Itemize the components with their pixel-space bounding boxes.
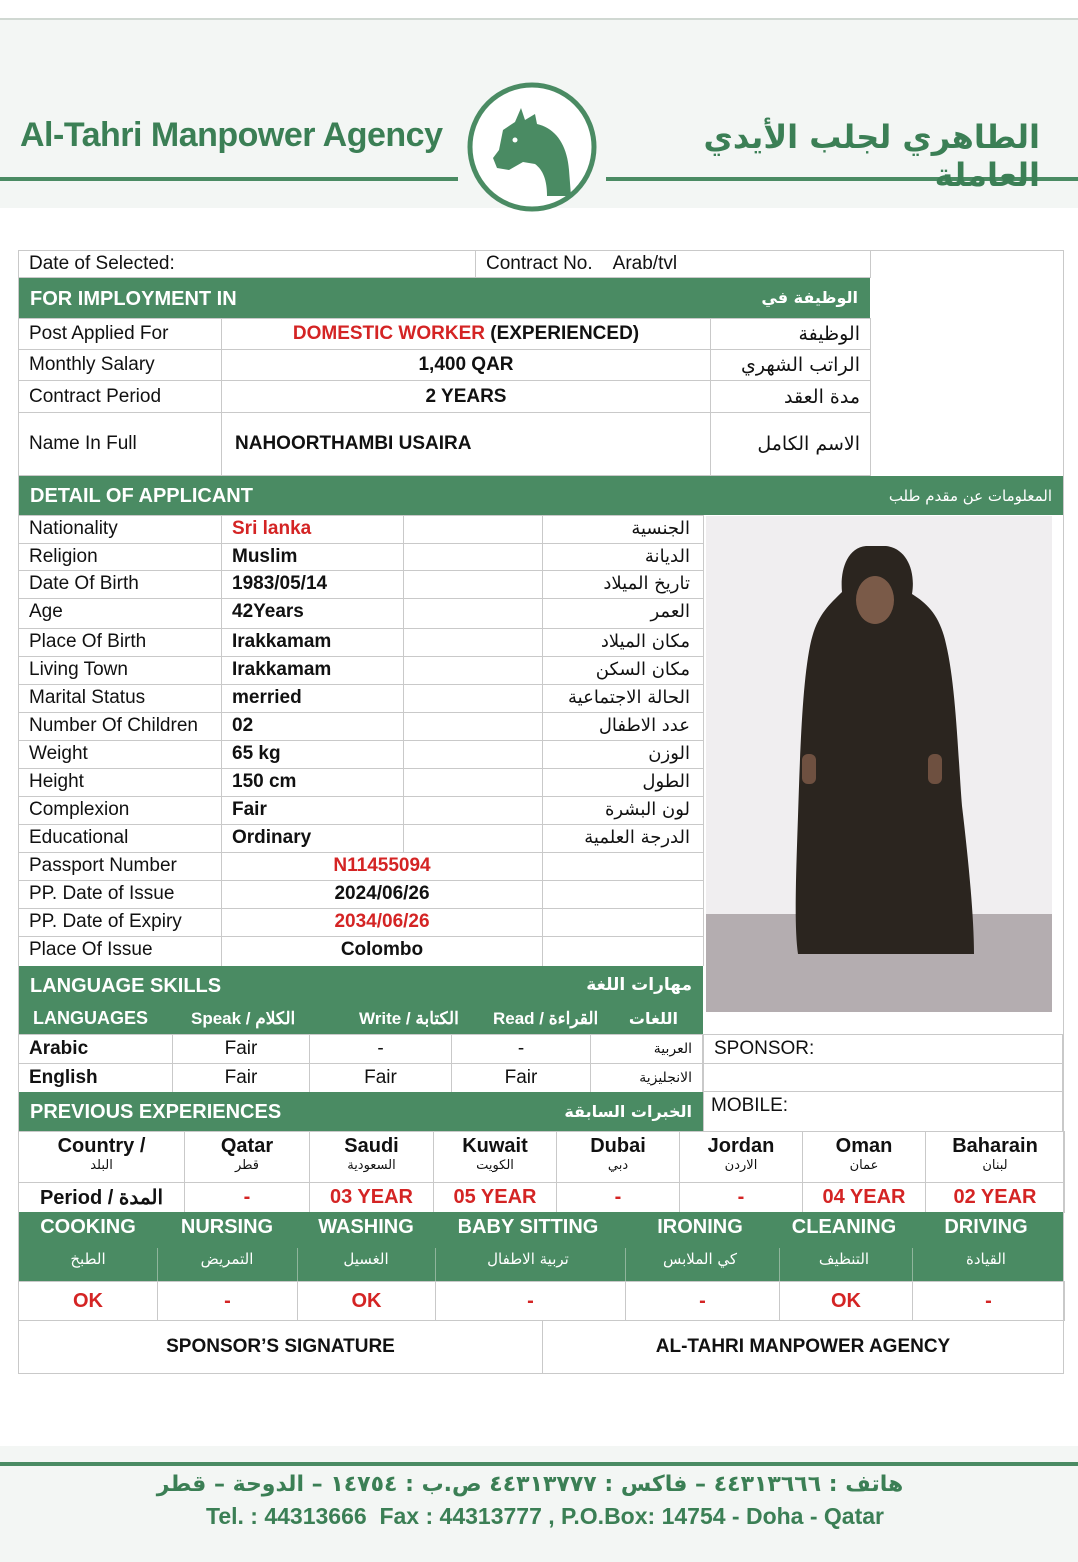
- applicant-ar: الديانة: [644, 546, 690, 567]
- applicant-ar: عدد الاطفال: [598, 715, 690, 736]
- contract-cell: [475, 250, 871, 278]
- exp-period-cell: [433, 1182, 557, 1213]
- skill-divider: [625, 1248, 626, 1282]
- contract-period-label: Contract Period: [29, 385, 162, 407]
- fullname-ar-cell: [710, 412, 871, 476]
- post-label: Post Applied For: [29, 323, 169, 344]
- exp-period: -: [737, 1186, 745, 1208]
- exp-country-en: Saudi: [344, 1135, 399, 1157]
- header-rule-left: [0, 177, 458, 181]
- skill-value-cell: [297, 1281, 436, 1321]
- applicant-label: Living Town: [29, 659, 128, 680]
- lang-read: -: [517, 1038, 525, 1059]
- agency-name-ar: الطاهري لجلب الأيدي العاملة: [703, 118, 1040, 194]
- lang-cell: [309, 1063, 452, 1093]
- fullname-label-cell: [18, 412, 222, 476]
- lang-col-ar: اللغات: [628, 1009, 678, 1028]
- lang-cell: [309, 1034, 452, 1064]
- lang-ar: الانجليزية: [639, 1070, 692, 1086]
- lang-write: Fair: [364, 1067, 397, 1088]
- exp-period: 03 YEAR: [329, 1186, 413, 1208]
- exp-period-cell: [556, 1182, 680, 1213]
- applicant-row-line: [19, 740, 703, 741]
- skill-value: -: [699, 1289, 706, 1312]
- salary-value: 1,400 QAR: [418, 354, 514, 375]
- applicant-ar: مكان الميلاد: [600, 631, 690, 652]
- skill-en: DRIVING: [944, 1216, 1028, 1238]
- skill-value-cell: [18, 1281, 158, 1321]
- applicant-value: Irakkamam: [232, 659, 332, 680]
- applicant-label: Religion: [29, 546, 98, 567]
- exp-country-ar: الاردن: [724, 1158, 758, 1173]
- skill-value-cell: [779, 1281, 913, 1321]
- date-selected-cell: [18, 250, 476, 278]
- agency-signature-cell: [542, 1320, 1064, 1374]
- applicant-row-line: [19, 628, 703, 629]
- skill-ar: تربية الاطفال: [487, 1250, 569, 1268]
- applicant-value: merried: [232, 687, 302, 708]
- applicant-ar: الحالة الاجتماعية: [568, 687, 690, 708]
- applicant-value: 02: [232, 715, 254, 736]
- lang-col-speak: Speak / الكلام: [191, 1009, 296, 1028]
- applicant-label: Date Of Birth: [29, 573, 139, 594]
- exp-country-en: Qatar: [220, 1135, 274, 1157]
- employment-title-en: FOR IMPLOYMENT IN: [30, 288, 237, 310]
- skill-divider: [157, 1248, 158, 1282]
- sponsor-blank-cell: [703, 1063, 1063, 1092]
- exp-country-cell: [18, 1131, 185, 1183]
- salary-ar: الراتب الشهري: [741, 354, 860, 376]
- exp-country-cell: [802, 1131, 926, 1183]
- applicant-label: Place Of Birth: [29, 631, 147, 652]
- exp-country-ar: عمان: [849, 1158, 879, 1173]
- post-value: (EXPERIENCED): [484, 323, 640, 344]
- exp-country-ar: البلد: [90, 1158, 113, 1173]
- skill-ar: الطبخ: [70, 1250, 106, 1268]
- applicant-label: Complexion: [29, 799, 130, 820]
- lang-cell: [451, 1063, 591, 1093]
- date-selected-label: Date of Selected:: [29, 253, 175, 274]
- skill-value: OK: [831, 1289, 861, 1312]
- lang-ar: العربية: [653, 1041, 692, 1057]
- language-title-ar: مهارات اللغة: [586, 975, 692, 995]
- applicant-row-line: [19, 570, 703, 571]
- horse-logo: [463, 78, 601, 216]
- lang-speak: Fair: [224, 1067, 258, 1088]
- footer-rule: [0, 1462, 1078, 1466]
- fullname-value: NAHOORTHAMBI USAIRA: [235, 433, 472, 454]
- skill-value: -: [527, 1289, 534, 1312]
- applicant-row-line: [19, 796, 703, 797]
- passport-label: Passport Number: [29, 855, 177, 876]
- applicant-label: Height: [29, 771, 84, 792]
- applicant-value: Irakkamam: [232, 631, 332, 652]
- sponsor-label: SPONSOR:: [714, 1038, 815, 1059]
- applicant-title-en: DETAIL OF APPLICANT: [30, 485, 253, 507]
- exp-country-cell: [309, 1131, 434, 1183]
- exp-country-en: Oman: [835, 1135, 893, 1157]
- post-ar: الوظيفة: [798, 323, 860, 345]
- skill-en: WASHING: [318, 1216, 414, 1238]
- applicant-value: Sri lanka: [232, 518, 312, 539]
- exp-country-ar: دبي: [607, 1158, 629, 1173]
- agency-signature-label: AL-TAHRI MANPOWER AGENCY: [655, 1336, 951, 1357]
- lang-cell: [172, 1034, 310, 1064]
- salary-value-cell: [221, 349, 711, 381]
- contract-value: Arab/tvl: [612, 253, 678, 274]
- horse-head-icon: [463, 78, 601, 216]
- salary-label: Monthly Salary: [29, 354, 155, 375]
- applicant-ar: لون البشرة: [604, 799, 690, 820]
- person-figure: [706, 516, 1062, 1012]
- post-value-cell: [221, 318, 711, 350]
- lang-speak: Fair: [224, 1038, 258, 1059]
- skill-divider: [297, 1248, 298, 1282]
- experience-title-ar: الخبرات السابقة: [564, 1102, 692, 1121]
- skill-en: NURSING: [180, 1216, 274, 1238]
- exp-period-cell: [18, 1182, 185, 1213]
- mobile-label: MOBILE:: [711, 1095, 789, 1116]
- applicant-title-ar: المعلومات عن مقدم طلب: [888, 487, 1052, 505]
- exp-country-cell: [679, 1131, 803, 1183]
- applicant-ar: الجنسية: [631, 518, 690, 539]
- applicant-ar: تاريخ الميلاد: [603, 573, 690, 594]
- skill-divider: [779, 1248, 780, 1282]
- applicant-row-line: [19, 768, 703, 769]
- exp-period: -: [614, 1186, 622, 1208]
- exp-period: Period / المدة: [39, 1187, 164, 1209]
- applicant-label: Marital Status: [29, 687, 146, 708]
- applicant-row-line: [19, 824, 703, 825]
- language-title-en: LANGUAGE SKILLS: [30, 975, 222, 997]
- lang-col-languages: LANGUAGES: [33, 1008, 149, 1028]
- skill-value-cell: [157, 1281, 298, 1321]
- footer-en: Tel. : 44313666 Fax : 44313777 , P.O.Box: 14754 - Doha - Qatar: [205, 1503, 884, 1529]
- applicant-row-line: [19, 852, 703, 853]
- lang-cell: [451, 1034, 591, 1064]
- skill-en: CLEANING: [791, 1216, 897, 1238]
- skill-value-cell: [912, 1281, 1065, 1321]
- skill-divider: [912, 1248, 913, 1282]
- lang-col-write: Write / الكتابة: [359, 1009, 459, 1028]
- applicant-row-line: [19, 515, 703, 516]
- applicant-col-line: [403, 515, 404, 852]
- sponsor-signature-cell: [18, 1320, 543, 1374]
- applicant-row-line: [19, 908, 703, 909]
- lang-read: Fair: [504, 1067, 538, 1088]
- lang-name: Arabic: [29, 1038, 89, 1059]
- applicant-value: 1983/05/14: [232, 573, 328, 594]
- exp-country-ar: لبنان: [982, 1158, 1008, 1173]
- passport-value: 2024/06/26: [334, 883, 430, 904]
- contract-period-ar-cell: [710, 380, 871, 413]
- applicant-label: Age: [29, 601, 63, 622]
- skill-value: OK: [351, 1289, 382, 1312]
- employment-title-ar: الوظيفة في: [761, 288, 858, 307]
- applicant-photo: [706, 516, 1062, 1012]
- applicant-label: Number Of Children: [29, 715, 198, 736]
- contract-period-ar: مدة العقد: [784, 385, 860, 408]
- applicant-row-line: [19, 684, 703, 685]
- contract-period-value-cell: [221, 380, 711, 413]
- exp-country-en: Baharain: [952, 1135, 1038, 1157]
- exp-period: 04 YEAR: [822, 1186, 906, 1208]
- lang-write: -: [377, 1038, 384, 1059]
- exp-country-cell: [433, 1131, 557, 1183]
- exp-period-cell: [802, 1182, 926, 1213]
- skill-en: COOKING: [40, 1216, 136, 1238]
- skill-value-cell: [435, 1281, 626, 1321]
- skill-value: OK: [73, 1289, 103, 1312]
- lang-cell: [18, 1034, 173, 1064]
- contract-period-value: 2 YEARS: [425, 385, 507, 407]
- applicant-row-line: [19, 712, 703, 713]
- skill-ar: كي الملابس: [662, 1250, 738, 1268]
- mobile-cell: [703, 1091, 1063, 1132]
- applicant-row-line: [19, 598, 703, 599]
- exp-period-cell: [925, 1182, 1065, 1213]
- lang-col-read: Read / القراءة: [493, 1009, 599, 1028]
- skill-ar: الغسيل: [343, 1250, 389, 1268]
- exp-country-cell: [184, 1131, 310, 1183]
- exp-country-cell: [556, 1131, 680, 1183]
- footer-ar: هاتف : ٤٤٣١٣٦٦٦ – فاكس : ٤٤٣١٣٧٧٧ ص.ب : ١٤٧٥٤ – الدوحة – قطر: [156, 1472, 904, 1497]
- post-ar-cell: [710, 318, 871, 350]
- exp-period: -: [243, 1186, 251, 1208]
- sponsor-cell: [703, 1034, 1063, 1064]
- contract-label: Contract No.: [486, 253, 593, 274]
- applicant-row-line: [19, 656, 703, 657]
- post-label-cell: [18, 318, 222, 350]
- applicant-label: Weight: [29, 743, 88, 764]
- exp-period-cell: [309, 1182, 434, 1213]
- applicant-value: 150 cm: [232, 771, 297, 792]
- lang-cell: [172, 1063, 310, 1093]
- passport-label: PP. Date of Expiry: [29, 911, 182, 932]
- agency-name-en: Al-Tahri Manpower Agency: [20, 116, 443, 154]
- lang-cell: [18, 1063, 173, 1093]
- fullname-label: Name In Full: [29, 433, 137, 454]
- lang-cell: [590, 1034, 703, 1064]
- header-top-line: [0, 18, 1078, 20]
- skill-ar: التنظيف: [818, 1250, 870, 1268]
- exp-period-cell: [184, 1182, 310, 1213]
- skill-ar: التمريض: [200, 1250, 254, 1268]
- applicant-value: Ordinary: [232, 827, 312, 848]
- applicant-ar: الدرجة العلمية: [584, 827, 690, 848]
- applicant-row-line: [19, 880, 703, 881]
- exp-country-en: Jordan: [707, 1135, 775, 1157]
- applicant-col-line: [542, 515, 543, 966]
- applicant-value: Muslim: [232, 546, 298, 567]
- contract-period-label-cell: [18, 380, 222, 413]
- lang-cell: [590, 1063, 703, 1093]
- passport-value: Colombo: [340, 939, 424, 960]
- applicant-value: 65 kg: [232, 743, 281, 764]
- applicant-value: Fair: [232, 799, 267, 820]
- fullname-value-cell: [221, 412, 711, 476]
- exp-country-en: Kuwait: [462, 1135, 528, 1157]
- exp-country-ar: السعودية: [347, 1158, 396, 1173]
- applicant-ar: العمر: [650, 601, 690, 622]
- exp-country-cell: [925, 1131, 1065, 1183]
- sponsor-signature-label: SPONSOR’S SIGNATURE: [166, 1336, 395, 1357]
- applicant-ar: الطول: [642, 771, 690, 792]
- skill-ar: القيادة: [966, 1250, 1006, 1268]
- salary-ar-cell: [710, 349, 871, 381]
- skill-en: IRONING: [657, 1216, 743, 1238]
- applicant-label: Educational: [29, 827, 129, 848]
- skill-value: -: [985, 1289, 992, 1312]
- post-value-red: DOMESTIC WORKER: [292, 323, 485, 344]
- applicant-ar: مكان السكن: [595, 659, 690, 680]
- passport-label: PP. Date of Issue: [29, 883, 175, 904]
- lang-name: English: [29, 1067, 98, 1088]
- applicant-value: 42Years: [232, 601, 304, 622]
- exp-country-ar: الكويت: [476, 1158, 514, 1173]
- passport-label: Place Of Issue: [29, 939, 153, 960]
- applicant-ar: الوزن: [648, 743, 690, 764]
- experience-title-en: PREVIOUS EXPERIENCES: [30, 1101, 282, 1123]
- skill-value-cell: [625, 1281, 780, 1321]
- applicant-row-line: [19, 543, 703, 544]
- salary-label-cell: [18, 349, 222, 381]
- skill-value: -: [224, 1289, 231, 1312]
- skill-divider: [435, 1248, 436, 1282]
- exp-period-cell: [679, 1182, 803, 1213]
- applicant-row-line: [19, 936, 703, 937]
- passport-value: N11455094: [333, 855, 431, 876]
- applicant-label: Nationality: [29, 518, 118, 539]
- exp-country-en: Country /: [57, 1135, 146, 1157]
- exp-period: 05 YEAR: [453, 1186, 537, 1208]
- exp-country-ar: قطر: [234, 1158, 260, 1173]
- exp-period: 02 YEAR: [953, 1186, 1037, 1208]
- exp-country-en: Dubai: [590, 1135, 646, 1157]
- passport-value: 2034/06/26: [334, 911, 430, 932]
- applicant-col-line: [703, 515, 704, 966]
- skill-en: BABY SITTING: [457, 1216, 599, 1238]
- fullname-ar: الاسم الكامل: [757, 433, 860, 455]
